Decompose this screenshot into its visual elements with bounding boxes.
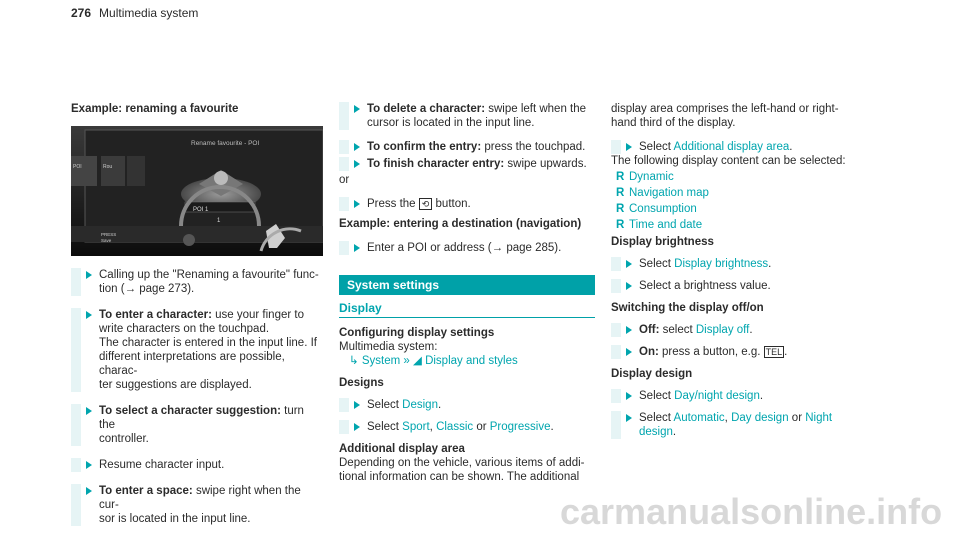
arrow-icon: [626, 143, 632, 151]
step-enter-poi: Enter a POI or address (→ page 285).: [339, 241, 595, 255]
designs-heading: Designs: [339, 377, 384, 389]
arrow-icon: [626, 392, 632, 400]
step-enter-character: To enter a character: use your finger to write characters on the touchpad. The character is entered in the input line. If different interpretations are possible, charac- ter suggestions are displayed.: [71, 308, 323, 392]
arrow-icon: [354, 160, 360, 168]
step-daynight: Select Day/night design.: [611, 389, 891, 403]
screenshot-char: 1: [217, 218, 221, 224]
step-press-back: Press the ⟲ button.: [339, 197, 595, 211]
screenshot-save: Save: [101, 238, 112, 243]
section-title: Multimedia system: [99, 6, 199, 20]
column-3: display area comprises the left-hand or right- hand third of the display. Select Additional display area. The following display content can be selected: R Dynamic R Navigation map R Consumption R Time and date Display brightness Select Display brightness. Select a brightness value. Switching the display off/on Off: select Display off. On: press a button, e.g. TEL . Display design Select Day/night design. Select Automatic, Day design or Night design.: [611, 102, 891, 439]
display-styles-icon: ◢: [413, 355, 422, 367]
arrow-icon: [626, 414, 632, 422]
step-select-design: Select Design.: [339, 398, 595, 412]
step-call-up: Calling up the "Renaming a favourite" func- tion (→ page 273).: [71, 268, 323, 296]
or-text: or: [339, 174, 350, 186]
arrow-icon: [86, 271, 92, 279]
arrow-icon: [626, 326, 632, 334]
watermark: carmanualsonline.info: [560, 491, 943, 532]
arrow-icon: [626, 282, 632, 290]
tile-route-label: Rou: [103, 164, 113, 170]
back-button-icon: ⟲: [419, 198, 433, 210]
design-heading: Display design: [611, 368, 693, 380]
path-separator: »: [403, 355, 410, 367]
option-item: R Dynamic: [616, 171, 674, 183]
switch-heading: Switching the display off/on: [611, 302, 764, 314]
column-2: To delete a character: swipe left when the cursor is located in the input line. To confirm the entry: press the touchpad. To finish character entry: swipe upwards. or Press the ⟲ button. Example: entering a destination (navigation) Enter a POI or address (→ page 285). System settings Display Configuring display settings Multimedia system: ↳ System » ◢ Display and styles Designs Select Design. Select Sport, Classic or Progressive. Additional display area Depending on the vehicle, various items of addi- tional information can be shown. The additional: [339, 102, 595, 484]
arrow-icon: [354, 423, 360, 431]
column-1-steps: [71, 268, 323, 526]
path-arrow-icon: ↳: [349, 355, 359, 367]
system-settings-heading: System settings: [339, 275, 595, 295]
step-on: On: press a button, e.g. TEL .: [611, 345, 891, 359]
brightness-heading: Display brightness: [611, 236, 714, 248]
step-select-area: Select Additional display area.: [611, 140, 891, 154]
step-finish: To finish character entry: swipe upwards.: [339, 157, 595, 171]
arrow-icon: [626, 260, 632, 268]
arrow-icon: [86, 487, 92, 495]
tel-key-icon: TEL: [765, 347, 783, 357]
arrow-icon: [354, 401, 360, 409]
option-item: R Time and date: [616, 219, 703, 231]
step-design-mode: Select Automatic, Day design or Night design.: [611, 411, 891, 439]
path-system: System: [361, 355, 401, 367]
step-off: Off: select Display off.: [611, 323, 891, 337]
config-text: Multimedia system:: [339, 341, 438, 353]
arrow-icon: [626, 348, 632, 356]
step-delete: To delete a character: swipe left when the cursor is located in the input line.: [339, 102, 595, 130]
following-text: The following display content can be selected:: [611, 155, 846, 167]
screenshot-press: PRESS: [101, 232, 117, 237]
arrow-icon: [86, 311, 92, 319]
step-confirm: To confirm the entry: press the touchpad.: [339, 140, 595, 154]
menu-path: [339, 354, 595, 368]
step-select-brightness: Select Display brightness.: [611, 257, 891, 271]
display-subheading: Display: [339, 301, 595, 318]
step-resume: Resume character input.: [71, 458, 323, 472]
screenshot-rename-favourite: [71, 126, 323, 256]
example-navigation-heading: Example: entering a destination (navigation): [339, 218, 582, 230]
arrow-icon: [354, 244, 360, 252]
arrow-icon: [86, 407, 92, 415]
screenshot-field: POI 1: [193, 207, 209, 213]
option-item: R Navigation map: [616, 187, 709, 199]
step-select-suggestion: To select a character suggestion: turn the controller.: [71, 404, 323, 446]
page-number: 276: [71, 6, 92, 20]
option-item: R Consumption: [616, 203, 697, 215]
example-heading: Example: renaming a favourite: [71, 103, 239, 115]
arrow-icon: [86, 461, 92, 469]
arrow-icon: [354, 200, 360, 208]
arrow-icon: [354, 143, 360, 151]
configuring-heading: Configuring display settings: [339, 327, 495, 339]
page-header: [71, 6, 198, 20]
step-brightness-value: Select a brightness value.: [611, 279, 891, 293]
arrow-icon: [354, 105, 360, 113]
step-select-style: Select Sport, Classic or Progressive.: [339, 420, 595, 434]
tile-poi-label: POI: [73, 164, 82, 170]
screenshot-title: Rename favourite - POI: [191, 140, 260, 147]
step-enter-space: To enter a space: swipe right when the cur- sor is located in the input line.: [71, 484, 323, 526]
additional-area-heading: Additional display area: [339, 443, 465, 455]
path-display: Display and styles: [425, 355, 518, 367]
